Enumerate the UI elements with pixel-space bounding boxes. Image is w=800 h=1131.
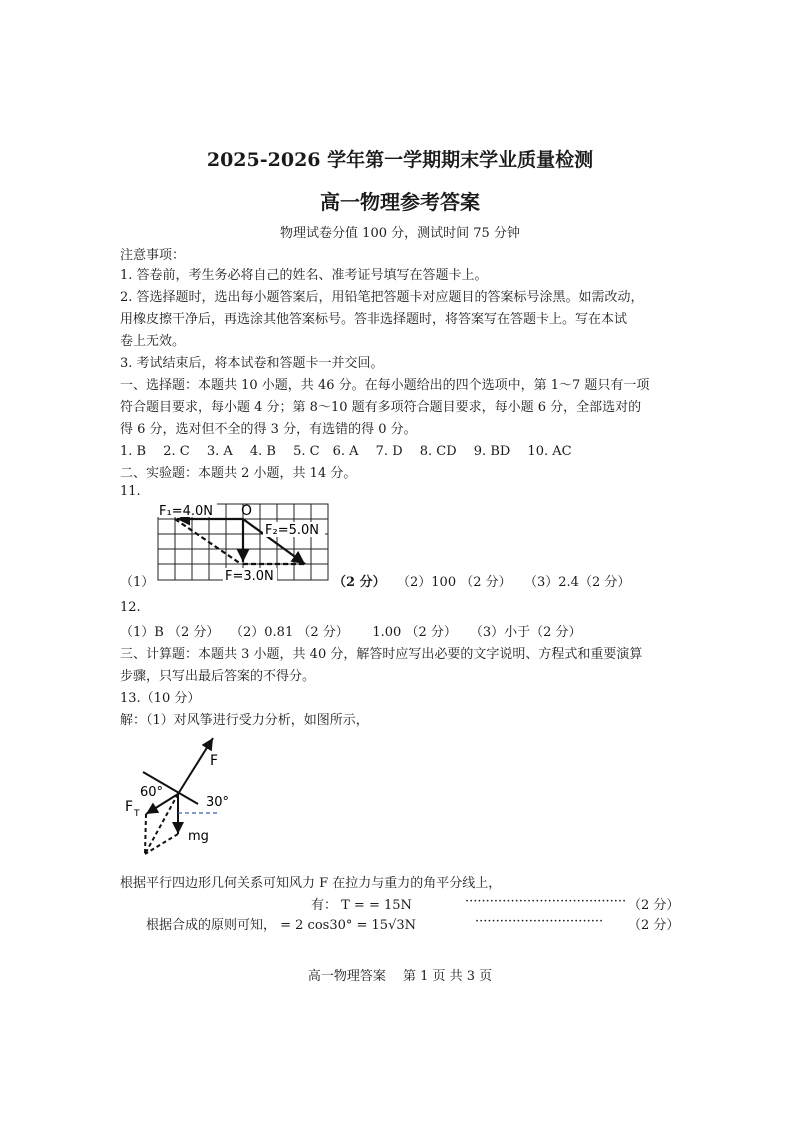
q13-dots-2: ·······························: [475, 914, 604, 929]
q13-solution-intro: 解：（1）对风筝进行受力分析，如图所示，: [120, 713, 369, 728]
q13-number: 13.（10 分）: [120, 691, 201, 706]
section3-line-2: 步骤，只写出最后答案的不得分。: [120, 669, 316, 684]
notice-item-3: 3. 考试结束后，将本试卷和答题卡一并交回。: [120, 356, 384, 371]
q11-number: 11.: [120, 484, 141, 499]
section1-line-3: 得 6 分，选对但不全的得 3 分，有选错的得 0 分。: [120, 422, 417, 437]
resultant-diagonal: [145, 794, 178, 854]
f2-label: F₂=5.0N: [265, 523, 319, 538]
notice-heading: 注意事项：: [120, 248, 186, 263]
f-label: F: [210, 753, 219, 769]
q13-score-1: （2 分）: [628, 898, 680, 913]
exam-info: 物理试卷分值 100 分，测试时间 75 分钟: [280, 226, 520, 241]
q13-dots-1: ·······································: [465, 894, 627, 909]
choice-answers: 1. B 2. C 3. A 4. B 5. C 6. A 7. D 8. CD 9. BD 10. AC: [120, 444, 572, 459]
notice-item-1: 1. 答卷前，考生务必将自己的姓名、准考证号填写在答题卡上。: [120, 268, 488, 283]
wind-force-arrow: [178, 738, 213, 794]
origin-label: O: [241, 503, 253, 519]
f1-parallel-dashed: [175, 519, 241, 564]
q11-part3: （3）2.4（2 分）: [524, 575, 631, 590]
q13-equation-1: 有： T = = 15N: [311, 898, 412, 913]
notice-item-2-line-3: 卷上无效。: [120, 334, 186, 349]
q13-kite-force-diagram: [118, 728, 253, 860]
q11-part1-score: （2 分）: [333, 575, 386, 590]
parallelogram-left: [145, 814, 146, 854]
q12-answers: （1）B （2 分） （2）0.81 （2 分） 1.00 （2 分） （3）小于（2 分）: [120, 625, 582, 640]
q11-force-grid-diagram: [155, 500, 335, 586]
q11-part1-label: （1）: [120, 575, 155, 590]
q12-number: 12.: [120, 600, 141, 615]
q13-geometry-text: 根据平行四边形几何关系可知风力 F 在拉力与重力的角平分线上，: [120, 876, 502, 891]
mg-label: mg: [188, 829, 209, 844]
notice-item-2-line-1: 2. 答选择题时，选出每小题答案后，用铅笔把答题卡对应题目的答案标号涂黑。如需改动，: [120, 290, 644, 305]
q13-equation-2: 根据合成的原则可知， = 2 cos30° = 15√3N: [146, 918, 417, 933]
q13-score-2: （2 分）: [628, 918, 680, 933]
ft-label: F: [125, 799, 134, 815]
page-footer: 高一物理答案 第 1 页 共 3 页: [307, 969, 493, 984]
section3-line-1: 三、计算题：本题共 3 小题，共 40 分，解答时应写出必要的文字说明、方程式和重要演算: [120, 647, 643, 662]
q11-part2: （2）100 （2 分）: [397, 575, 512, 590]
ft-subscript: T: [134, 809, 140, 819]
f-label: F=3.0N: [225, 569, 274, 584]
notice-item-2-line-2: 用橡皮擦干净后，再选涂其他答案标号。答非选择题时，将答案写在答题卡上。写在本试: [120, 312, 628, 327]
exam-title: 2025-2026 学年第一学期期末学业质量检测: [206, 149, 594, 171]
section2-heading: 二、实验题：本题共 2 小题，共 14 分。: [120, 466, 357, 481]
angle-30-label: 30°: [206, 795, 230, 810]
answer-subtitle: 高一物理参考答案: [320, 190, 480, 214]
section1-line-2: 符合题目要求，每小题 4 分；第 8～10 题有多项符合题目要求，每小题 6 分，全部选对的: [120, 400, 642, 415]
f1-label: F₁=4.0N: [159, 504, 213, 519]
angle-60-label: 60°: [140, 785, 164, 800]
section1-line-1: 一、选择题：本题共 10 小题，共 46 分。在每小题给出的四个选项中，第 1～7 题只有一项: [120, 378, 650, 393]
